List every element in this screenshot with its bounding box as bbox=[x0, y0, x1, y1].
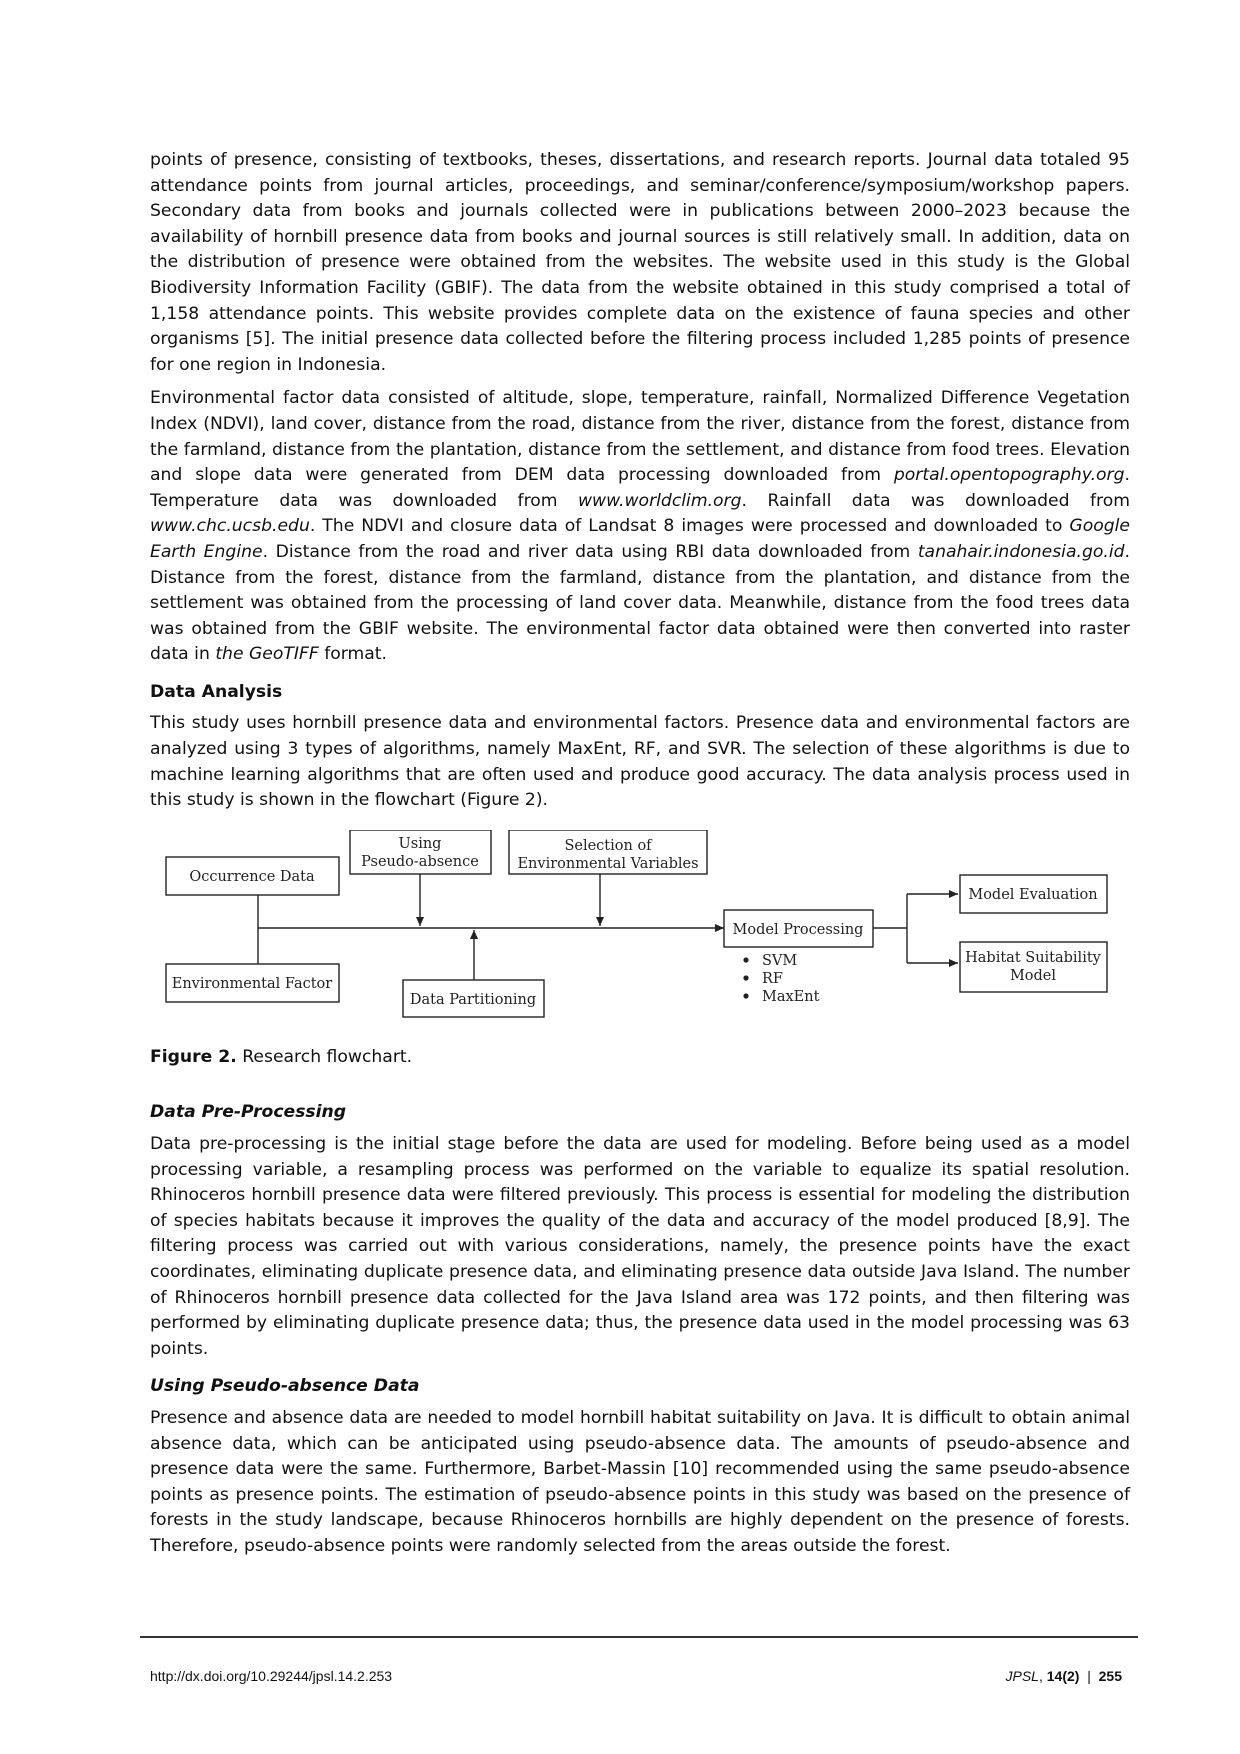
algorithm-item: RF bbox=[762, 970, 783, 987]
label-habitat-line2: Model bbox=[1009, 967, 1057, 984]
label-environmental-factor: Environmental Factor bbox=[171, 975, 333, 992]
algorithm-list bbox=[743, 953, 819, 1005]
section-heading-preprocessing: Data Pre-Processing bbox=[150, 1102, 347, 1123]
flowchart-svg bbox=[150, 830, 1130, 1035]
figure-caption-label: Figure 2. bbox=[150, 1046, 237, 1067]
label-occurrence-data: Occurrence Data bbox=[189, 868, 315, 885]
footer-journal: JPSL bbox=[1005, 1668, 1039, 1684]
label-model-evaluation: Model Evaluation bbox=[968, 886, 1098, 903]
section-heading-data-analysis: Data Analysis bbox=[150, 681, 283, 702]
algorithm-item: MaxEnt bbox=[762, 988, 820, 1005]
label-model-processing: Model Processing bbox=[732, 921, 864, 938]
footer-doi[interactable]: http://dx.doi.org/10.29244/jpsl.14.2.253 bbox=[150, 1668, 393, 1684]
algorithm-bullet bbox=[743, 975, 748, 980]
footer-page-number: 255 bbox=[1098, 1668, 1122, 1684]
link-worldclim: www.worldclim.org bbox=[577, 490, 742, 511]
figure-caption-text: Research flowchart. bbox=[236, 1046, 413, 1067]
footer-separator: | bbox=[1087, 1668, 1091, 1684]
algorithm-bullet bbox=[743, 993, 748, 998]
paragraph-pseudo-absence: Presence and absence data are needed to model hornbill habitat suitability on Java. It is difficult to obtain animal absence data, which can be anticipated using pseudo-absence data. The amounts of pseudo-absence and presence data were the same. Furthermore, Barbet-Massin [10] recommended using the same pseudo-absence points as presence points. The estimation of pseudo-absence points in this study was based on the presence of forests in the study landscape, because Rhinoceros hornbills are highly dependent on the presence of forests. Therefore, pseudo-absence points were randomly selected from the areas outside the forest. bbox=[150, 1407, 1130, 1556]
label-pseudo-line1: Using bbox=[398, 835, 442, 852]
link-tanahair: tanahair.indonesia.go.id bbox=[917, 541, 1125, 562]
link-opentopography: portal.opentopography.org bbox=[893, 465, 1125, 486]
label-selection-line2: Environmental Variables bbox=[517, 855, 699, 872]
footer-citation: JPSL, 14(2) | 255 bbox=[1005, 1668, 1122, 1684]
research-flowchart bbox=[150, 830, 1130, 1035]
paragraph-data-analysis: This study uses hornbill presence data and environmental factors. Presence data and environmental factors are analyzed using 3 types of algorithms, namely MaxEnt, RF, and SVR. The selection of these algorithms is due to machine learning algorithms that are often used and produce good accuracy. The data analysis process used in this study is shown in the flowchart (Figure 2). bbox=[150, 713, 1130, 811]
label-habitat-line1: Habitat Suitability bbox=[965, 949, 1101, 966]
footer-rule bbox=[140, 1636, 1138, 1638]
figure-caption bbox=[150, 1045, 1130, 1071]
paragraph-environmental-factors: Environmental factor data consisted of altitude, slope, temperature, rainfall, Normalized Difference Vegetation Index (NDVI), land cover, distance from the road, distance from the river, distance from the forest, distance from the farmland, distance from the plantation, distance from the settlement, and distance from food trees. Elevation and slope data were generated from DEM data processing downloaded from portal.opentopography.org. Temperature data was downloaded from www.worldclim.org. Rainfall data was downloaded from www.chc.ucsb.edu. The NDVI and closure data of Landsat 8 images were processed and downloaded to Google Earth Engine. Distance from the road and river data using RBI data downloaded from tanahair.indonesia.go.id. Distance from the forest, distance from the farmland, distance from the plantation, and distance from the settlement was obtained from the processing of land cover data. Meanwhile, distance from the food trees data was obtained from the GBIF website. The environmental factor data obtained were then converted into raster data in the GeoTIFF format. bbox=[150, 388, 1130, 665]
google-earth-engine-text: Google Earth Engine bbox=[150, 516, 1130, 562]
label-pseudo-line2: Pseudo-absence bbox=[361, 853, 479, 870]
paragraph-preprocessing: Data pre-processing is the initial stage before the data are used for modeling. Before being used as a model processing variable, a resampling process was performed on the variable to equalize its spatial resolution. Rhinoceros hornbill presence data were filtered previously. This process is essential for modeling the distribution of species habitats because it improves the quality of the data and accuracy of the model produced [8,9]. The filtering process was carried out with various considerations, namely, the presence points have the exact coordinates, eliminating duplicate presence data, and eliminating presence data outside Java Island. The number of Rhinoceros hornbill presence data collected for the Java Island area was 172 points, and then filtering was performed by eliminating duplicate presence data; thus, the presence data used in the model processing was 63 points. bbox=[150, 1134, 1130, 1359]
link-chc-ucsb: www.chc.ucsb.edu bbox=[150, 516, 310, 537]
label-selection-line1: Selection of bbox=[564, 837, 652, 854]
algorithm-item: SVM bbox=[762, 952, 798, 969]
section-heading-pseudo-absence: Using Pseudo-absence Data bbox=[150, 1376, 420, 1397]
body-text bbox=[150, 148, 1130, 1560]
paragraph-presence-sources: points of presence, consisting of textbooks, theses, dissertations, and research reports. Journal data totaled 95 attendance points from journal articles, proceedings, and seminar/conference/symposium/workshop papers. Secondary data from books and journals collected were in publications between 2000–2023 because the availability of hornbill presence data from books and journal sources is still relatively small. In addition, data on the distribution of presence were obtained from the websites. The website used in this study is the Global Biodiversity Information Facility (GBIF). The data from the website obtained in this study comprised a total of 1,158 attendance points. This website provides complete data on the existence of fauna species and other organisms [5]. The initial presence data collected before the filtering process included 1,285 points of presence for one region in Indonesia. bbox=[150, 150, 1130, 375]
algorithm-bullet bbox=[743, 957, 748, 962]
label-data-partitioning: Data Partitioning bbox=[409, 991, 537, 1008]
geotiff-text: the GeoTIFF bbox=[215, 644, 319, 665]
footer-volume: 14(2) bbox=[1046, 1668, 1080, 1684]
